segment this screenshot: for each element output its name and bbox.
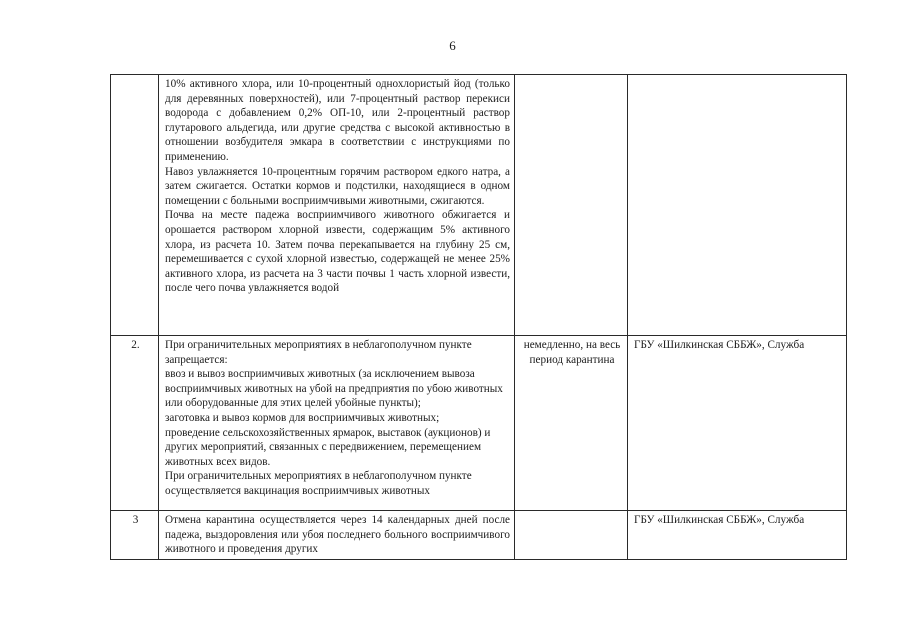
measure-text-cell [159, 511, 515, 560]
measure-paragraph: проведение сельскохозяйственных ярмарок, выставок (аукционов) и других мероприятий, связанных с передвижением, перемещением животных всех видов. [165, 426, 491, 468]
term-cell [515, 511, 628, 560]
row-number-cell: 2. [111, 336, 159, 511]
measure-paragraph: При ограничительных мероприятиях в неблагополучном пункте осуществляется вакцинация восприимчивых животных [165, 470, 472, 497]
responsible-cell: ГБУ «Шилкинская СББЖ», Служба [628, 511, 847, 560]
measure-paragraph: Навоз увлажняется 10-процентным горячим раствором едкого натра, а затем сжигается. Остатки кормов и подстилки, находящиеся в одном помещении с больными восприимчивыми животными, сжигаются. [165, 165, 510, 207]
table-row [111, 336, 847, 511]
row-number-cell: 3 [111, 511, 159, 560]
measure-paragraph: 10% активного хлора, или 10-процентный однохлористый йод (только для деревянных поверхностей), или 7-процентный раствор перекиси водорода с добавлением 0,2% ОП-10, или 2-процентный раствор глутарового альдегида, или другие средства с высокой активностью в отношении возбудителя эмкара в соответствии с инструкциями по применению. [165, 78, 510, 163]
measure-text-cell [159, 75, 515, 336]
measure-paragraph: Почва на месте падежа восприимчивого животного обжигается и орошается раствором хлорной извести, содержащим 5% активного хлора, из расчета 10. Затем почва перекапывается на глубину 25 см, перемешивается с сухой хлорной известью, содержащей не менее 25% активного хлора, из расчета на 3 части почвы 1 часть хлорной извести, после чего почва увлажняется водой [165, 209, 510, 295]
responsible-cell [628, 75, 847, 336]
measure-paragraph: При ограничительных мероприятиях в неблагополучном пункте запрещается: [165, 339, 472, 366]
term-cell [515, 75, 628, 336]
table-row [111, 75, 847, 336]
responsible-cell: ГБУ «Шилкинская СББЖ», Служба [628, 336, 847, 511]
term-cell: немедленно, на весь период карантина [515, 336, 628, 511]
measures-table [110, 74, 847, 560]
page-number: 6 [449, 38, 456, 53]
measure-text-cell [159, 336, 515, 511]
measure-paragraph: заготовка и вывоз кормов для восприимчивых животных; [165, 411, 440, 424]
row-number-cell [111, 75, 159, 336]
measure-paragraph: Отмена карантина осуществляется через 14 календарных дней после падежа, выздоровления или убоя последнего больного восприимчивого животного и проведения других [165, 514, 510, 556]
measure-paragraph: ввоз и вывоз восприимчивых животных (за исключением вывоза восприимчивых животных на убой на предприятия по убою животных или оборудованные для этих целей убойные пункты); [165, 368, 503, 410]
table-row [111, 511, 847, 560]
